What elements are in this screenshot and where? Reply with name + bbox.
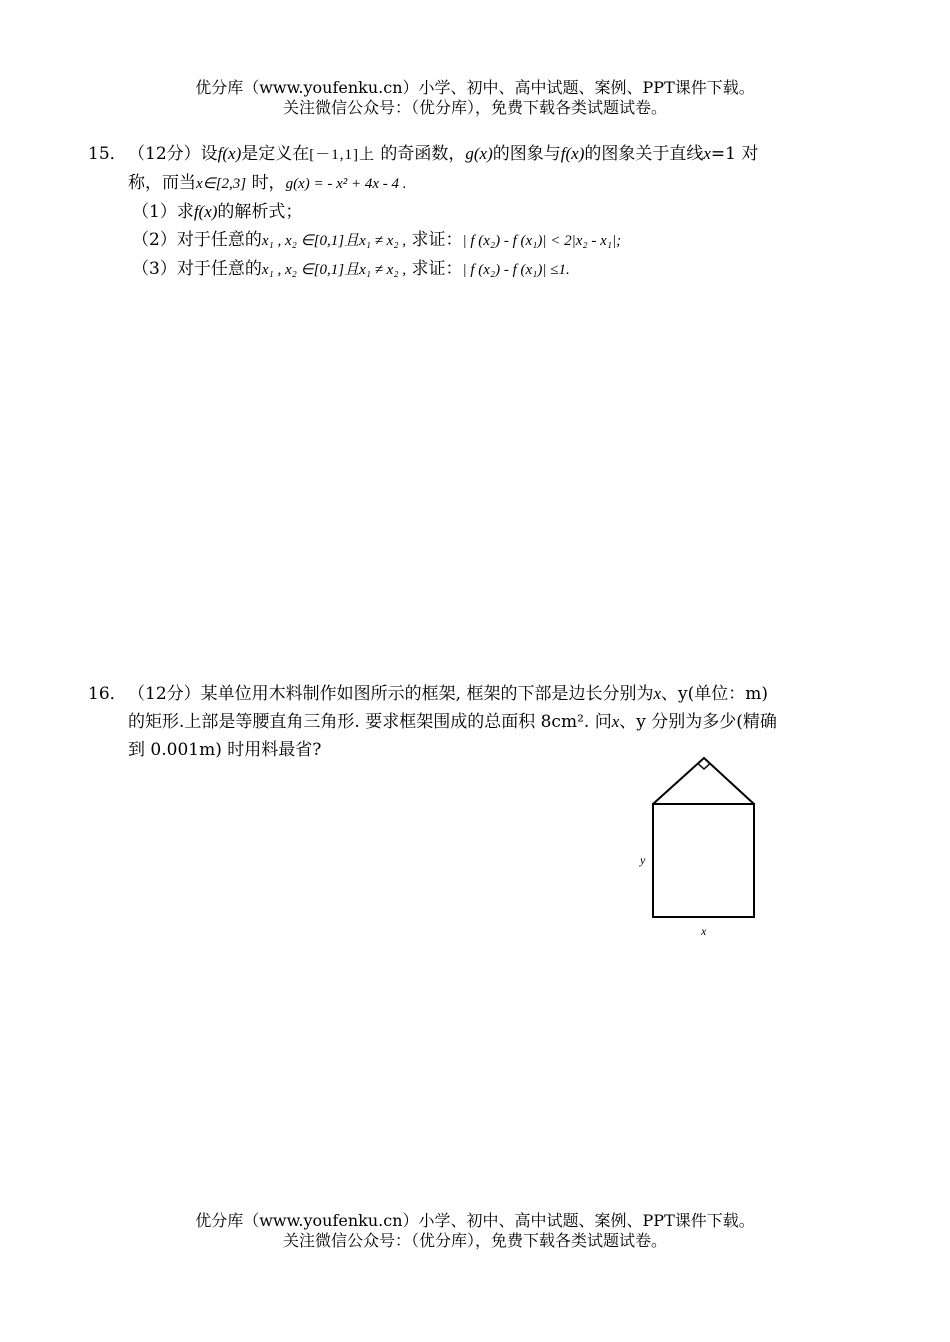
right-angle-mark	[698, 764, 710, 770]
q15-fx: f(x)	[560, 144, 585, 163]
q15-line-1	[88, 140, 868, 169]
frame-triangle	[653, 758, 754, 804]
header-line-2: 关注微信公众号：（优分库），免费下载各类试题试卷。	[282, 98, 667, 117]
q15-inequality: | f (x₂) - f (x₁)| < 2|x₂ - x₁|;	[462, 233, 622, 249]
q15-text: 是定义在	[241, 144, 310, 164]
q15-gx: g(x)	[465, 144, 493, 163]
page-header	[0, 78, 950, 118]
footer-line-1: 优分库（www.youfenku.cn）小学、初中、高中试题、案例、PPT课件下载。	[195, 1211, 755, 1230]
q16-line-2	[88, 708, 868, 736]
q15-text: 称，而当	[128, 173, 196, 193]
q15-x: x	[703, 144, 711, 163]
q15-interval: [－1,1]上	[309, 147, 375, 163]
q15-part-2	[88, 226, 868, 255]
footer-line-2: 关注微信公众号：（优分库），免费下载各类试题试卷。	[282, 1231, 667, 1250]
q15-g-formula: g(x) = - x² + 4x - 4 .	[285, 176, 407, 192]
q16-number: 16．	[88, 684, 127, 704]
q16-text: 的矩形.上部是等腰直角三角形. 要求框架围成的总面积 8cm². 问	[128, 712, 612, 732]
frame-figure	[630, 750, 780, 950]
q15-text: 的解析式；	[217, 202, 303, 222]
label-y: y	[640, 853, 646, 867]
q15-number: 15．	[88, 144, 127, 164]
q15-part-3	[88, 255, 868, 284]
q16-text: （12分）某单位用木料制作如图所示的框架, 框架的下部是边长分别为	[128, 684, 654, 704]
q16-x: x	[611, 712, 620, 731]
q15-part-1	[88, 198, 868, 226]
header-line-1: 优分库（www.youfenku.cn）小学、初中、高中试题、案例、PPT课件下载。	[195, 78, 755, 97]
label-x: x	[701, 924, 707, 938]
q16-text: 、y(单位：m)	[661, 684, 768, 704]
q15-text: 求证：	[411, 259, 463, 279]
q15-text: 时，	[251, 173, 286, 193]
q15-text: 的图象关于直线	[584, 144, 704, 164]
q15-inequality: | f (x₂) - f (x₁)| ≤1.	[462, 262, 570, 278]
q16-line-1	[88, 680, 868, 708]
frame-rectangle	[653, 804, 754, 917]
q16-text: 、y 分别为多少(精确	[619, 712, 777, 732]
q16-x: x	[653, 684, 661, 703]
q15-text: 求证：	[411, 230, 463, 250]
q15-condition: x₁ , x₂ ∈[0,1]且x₁ ≠ x₂ ,	[261, 262, 407, 278]
q15-line-2	[88, 169, 868, 198]
q15-text: （2）对于任意的	[132, 230, 262, 250]
q15-text: =1 对	[710, 144, 759, 164]
q15-condition: x₁ , x₂ ∈[0,1]且x₁ ≠ x₂ ,	[261, 233, 407, 249]
q15-fx: f(x)	[193, 202, 218, 221]
q15-condition: x∈[2,3]	[196, 176, 247, 192]
q15-text: （12分）设	[128, 144, 218, 164]
page-footer	[0, 1211, 950, 1251]
q15-fx: f(x)	[217, 144, 242, 163]
q15-text: （1）求	[132, 202, 194, 222]
question-15	[88, 140, 868, 284]
q15-text: 的奇函数，	[380, 144, 466, 164]
q15-text: （3）对于任意的	[132, 259, 262, 279]
q16-line-3: 到 0.001m) 时用料最省?	[128, 740, 322, 760]
q15-text: 的图象与	[492, 144, 561, 164]
